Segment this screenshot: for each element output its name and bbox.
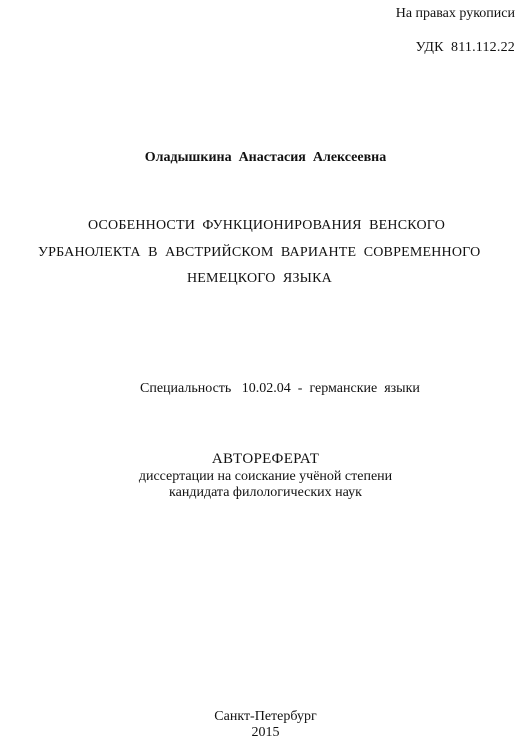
thesis-title-line: УРБАНОЛЕКТА В АВСТРИЙСКОМ ВАРИАНТЕ СОВРЕМЕННОГО	[38, 245, 481, 260]
document-subtitle-line: кандидата филологических наук	[169, 485, 362, 500]
document-type-heading: АВТОРЕФЕРАТ	[211, 451, 320, 467]
udc-code: УДК 811.112.22	[415, 40, 515, 55]
city-label: Санкт-Петербург	[214, 709, 317, 724]
document-subtitle-line: диссертации на соискание учёной степени	[138, 469, 393, 484]
rights-note: На правах рукописи	[395, 6, 515, 21]
specialty-line: Специальность 10.02.04 - германские языки	[140, 381, 420, 396]
thesis-title-line: ОСОБЕННОСТИ ФУНКЦИОНИРОВАНИЯ ВЕНСКОГО	[88, 218, 446, 233]
thesis-title-line: НЕМЕЦКОГО ЯЗЫКА	[187, 271, 332, 286]
author-name: Оладышкина Анастасия Алексеевна	[144, 150, 387, 165]
year-label: 2015	[251, 725, 280, 740]
